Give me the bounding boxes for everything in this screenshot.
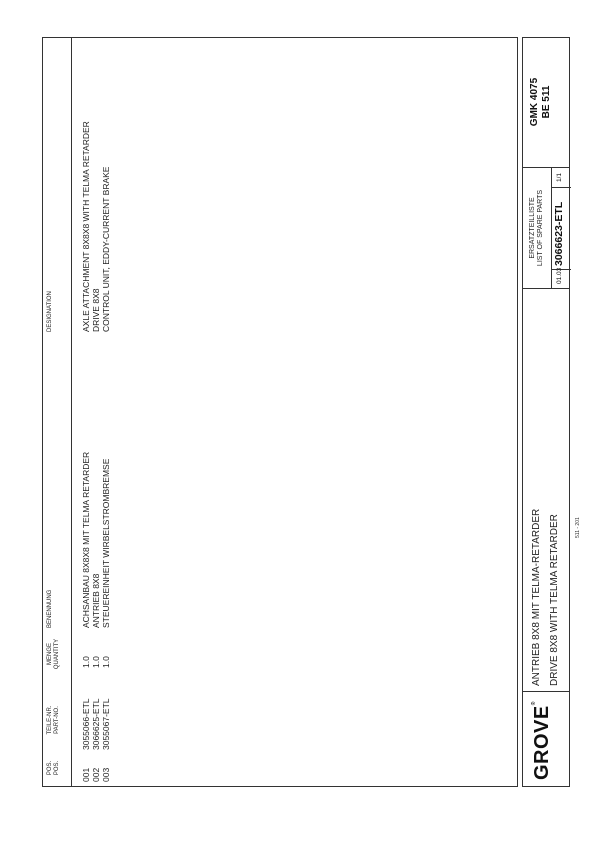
document-number: 3066623-ETL <box>553 201 565 266</box>
col-pos-de: POS. <box>47 760 53 776</box>
divider <box>523 288 569 289</box>
row3-part-no: 3055067-ETL <box>101 698 111 750</box>
divider <box>523 167 569 168</box>
col-qty-en: QUANTITY <box>54 638 60 670</box>
row1-pos: 001 <box>81 767 91 782</box>
col-designation-header <box>47 252 54 332</box>
col-part-en: PART-NO. <box>54 706 60 734</box>
col-part-de: TEILE-NR. <box>47 705 53 735</box>
col-qty-de: MENGE <box>47 643 53 666</box>
col-name-de: BENENNUNG <box>47 589 53 628</box>
col-designation-en: DESIGNATION <box>47 291 53 332</box>
col-name-header <box>47 568 54 628</box>
title-en: DRIVE 8X8 WITH TELMA RETARDER <box>549 514 560 686</box>
row1-designation: AXLE ATTACHMENT 8X8X8 WITH TELMA RETARDER <box>81 121 91 332</box>
row3-name-de: STEUEREINHEIT WIRBELSTROMBREMSE <box>101 458 111 628</box>
divider <box>551 187 571 188</box>
title-block <box>522 37 570 787</box>
row2-designation: DRIVE 8X8 <box>91 288 101 332</box>
list-caption-de: ERSATZTEILLISTE <box>529 197 536 259</box>
row1-qty: 1.0 <box>81 656 91 668</box>
row2-pos: 002 <box>91 767 101 782</box>
sheet-number: 1/1 <box>556 172 563 182</box>
col-qty-header <box>47 634 61 674</box>
title-de: ANTRIEB 8X8 MIT TELMA-RETARDER <box>531 508 542 686</box>
col-part-header <box>47 690 61 750</box>
row3-designation: CONTROL UNIT, EDDY-CURRENT BRAKE <box>101 166 111 332</box>
col-pos-header <box>47 754 61 782</box>
registered-mark-icon: ® <box>531 701 537 706</box>
model-sub: BE 511 <box>541 85 552 119</box>
row3-pos: 003 <box>101 767 111 782</box>
grove-logo <box>531 701 554 780</box>
row3-qty: 1.0 <box>101 656 111 668</box>
date-code: 01.03 <box>556 267 563 284</box>
logo-text: GROVE <box>531 705 553 780</box>
table-header <box>43 38 72 786</box>
row1-name-de: ACHSANBAU 8X8X8 MIT TELMA RETARDER <box>81 451 91 628</box>
row2-part-no: 3066625-ETL <box>91 698 101 750</box>
col-pos-en: POS. <box>54 760 60 776</box>
page-code: 511 - 201 <box>575 517 581 538</box>
parts-table <box>42 37 518 787</box>
row2-qty: 1.0 <box>91 656 101 668</box>
model-name: GMK 4075 <box>529 77 540 127</box>
row2-name-de: ANTRIEB 8X8 <box>91 573 101 628</box>
list-caption-en: LIST OF SPARE PARTS <box>537 189 544 267</box>
divider <box>523 691 569 692</box>
row1-part-no: 3055066-ETL <box>81 698 91 750</box>
